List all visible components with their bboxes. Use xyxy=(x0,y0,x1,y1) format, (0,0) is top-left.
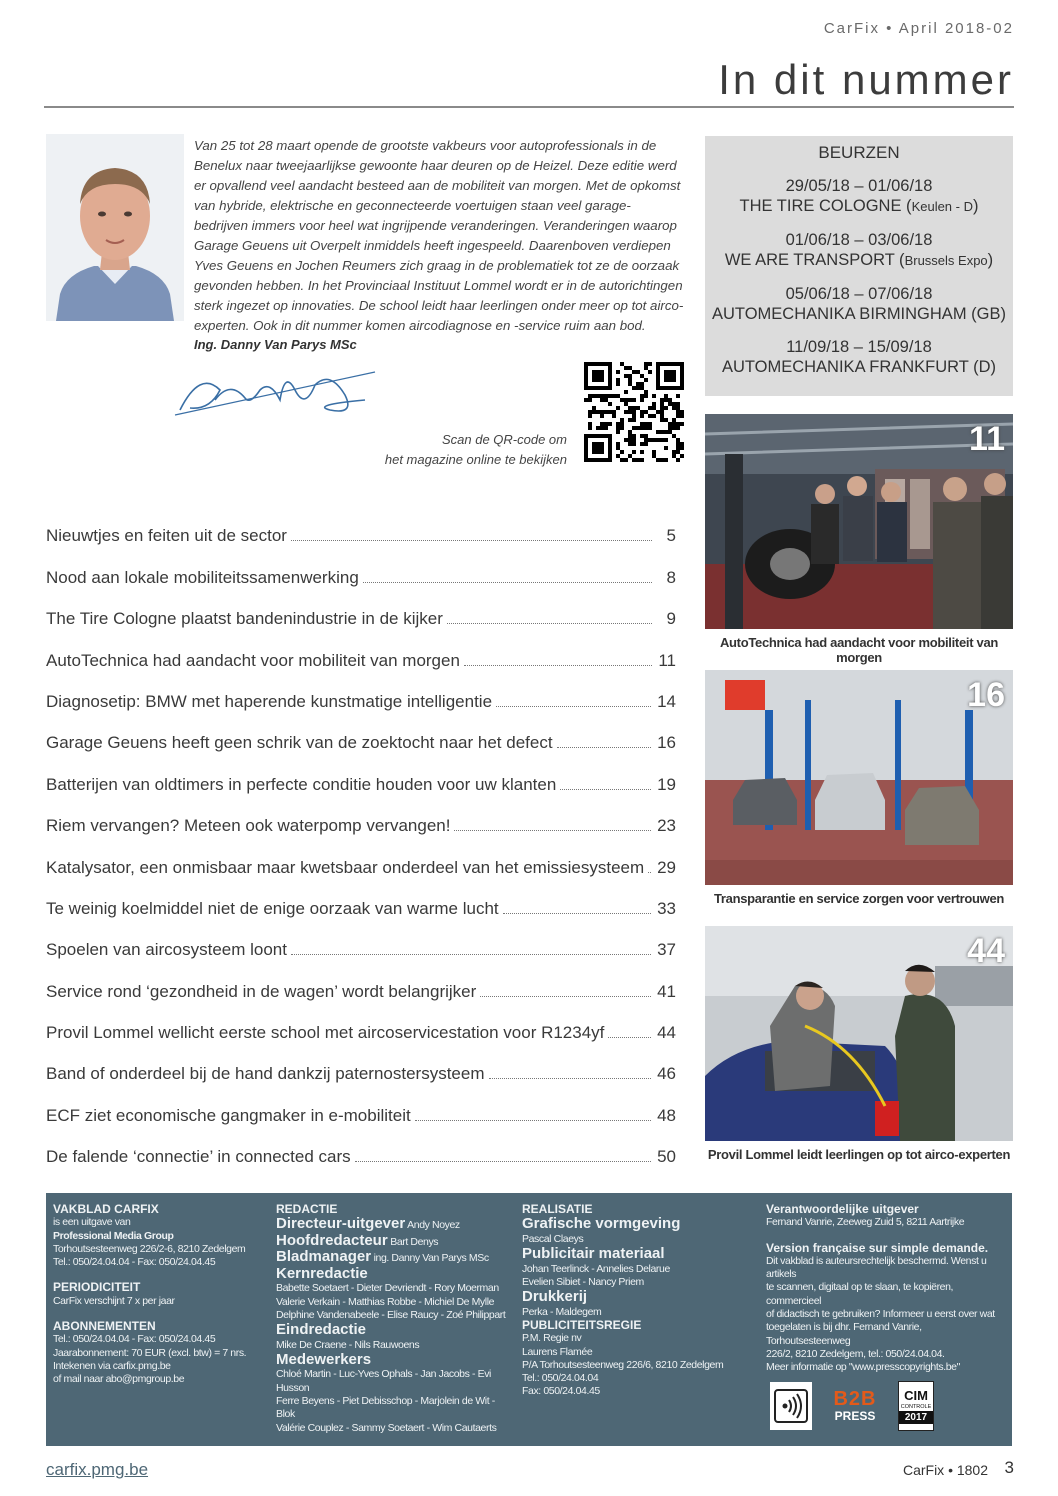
page-number: 3 xyxy=(1004,1458,1014,1477)
fairs-heading: BEURZEN xyxy=(818,143,900,162)
toc-item[interactable]: De falende ‘connectie’ in connected cars 50 xyxy=(46,1147,676,1167)
toc-item[interactable]: Nieuwtjes en feiten uit de sector 5 xyxy=(46,526,676,546)
website-link[interactable]: carfix.pmg.be xyxy=(46,1460,149,1479)
qr-caption-line1: Scan de QR-code om xyxy=(441,432,567,447)
feature-page-number: 11 xyxy=(969,420,1005,458)
toc-item[interactable]: Spoelen van aircosysteem loont 37 xyxy=(46,940,676,960)
toc-item[interactable]: Service rond ‘gezondheid in de wagen’ wordt belangrijker 41 xyxy=(46,981,676,1001)
feature-photo xyxy=(705,926,1013,1141)
feature-page-number: 16 xyxy=(967,676,1005,714)
colophon-logos xyxy=(770,1381,934,1431)
feature-photo xyxy=(705,414,1013,629)
toc-item[interactable]: ECF ziet economische gangmaker in e-mobiliteit 48 xyxy=(46,1105,676,1125)
nfc-logo-icon xyxy=(770,1382,812,1430)
feature-caption: AutoTechnica had aandacht voor mobiliteit van morgen xyxy=(719,635,999,665)
title-divider xyxy=(44,106,1014,108)
editorial-author: Ing. Danny Van Parys MSc xyxy=(194,337,357,352)
issue-line: CarFix • April 2018-02 xyxy=(823,20,1014,37)
fair-item: 29/05/18 – 01/06/18 THE TIRE COLOGNE (Keulen - D) xyxy=(739,177,979,215)
page-title: In dit nummer xyxy=(718,56,1014,103)
colophon-legal: Verantwoordelijke uitgever Fernand Vanrie, Zeeweg Zuid 5, 8211 Aartrijke Version française sur simple demande. Dit vakblad is auteursrechtelijk beschermd. Wenst u artikels te scannen, digitaal op te slaan, te kopiëren, commercieel of didactisch te gebruiken? Informeer u eerst over wat toegelaten is bij dhr. Fernand Vanrie, Torhoutsesteenweg 226/2, 8210 Zedelgem, tel.: 050/24.04.04. Meer informatie op "www.presscopyrights.be" xyxy=(766,1202,995,1374)
editorial-text: Van 25 tot 28 maart opende de grootste vakbeurs voor autoprofessionals in de Benelux naar tweejaarlijkse gewoonte haar deuren op de Heizel. Deze editie werd er opvallend veel aandacht besteed aan de mobiliteit van morgen. Met de opkomst van hybride, elektrische en geconnecteerde voertuigen staan veel garage-bedrijven immers voor heel wat ingrijpende veranderingen. Veranderingen waarop Garage Geuens uit Overpelt inmiddels heeft ingespeeld. Daarenboven verdiepen Yves Geuens en Jochen Reumers zich graag in de problematiek tot ze de oorzaak gevonden hebben. In het Provinciaal Instituut Lommel wordt er in de autorichtingen sterk ingezet op innovaties. De school leidt haar leerlingen onder meer op tot airco-experten. Ook in dit nummer komen aircodiagnose en -service ruim aan bod. xyxy=(194,138,684,333)
feature-photo xyxy=(705,670,1013,885)
feature-page-number: 44 xyxy=(967,932,1005,970)
toc-item[interactable]: The Tire Cologne plaatst bandenindustrie in de kijker 9 xyxy=(46,609,676,629)
toc-item[interactable]: Diagnosetip: BMW met haperende kunstmatige intelligentie 14 xyxy=(46,691,676,711)
colophon-editorial: REDACTIE Directeur-uitgever Andy Noyez Hoofdredacteur Bart Denys Bladmanager ing. Danny Van Parys MSc Kernredactie Babette Soetaert - Dieter Devriendt - Rory Moerman Valerie Verkain - Matthias Robbe - Michiel De Mylle Delphine Vandenabeele - Elise Raucy - Zoé Philippart Eindredactie Mike De Craene - Nils Rauwoens Medewerkers Chloé Martin - Luc-Yves Ophals - Jan Jacobs - Evi Husson Ferre Beyens - Piet Debisschop - Marjolein de Wit - Blok Valérie Couplez - Sammy Soetaert - Wim Cautaerts xyxy=(276,1202,506,1434)
fair-item: 01/06/18 – 03/06/18 WE ARE TRANSPORT (Brussels Expo) xyxy=(724,231,994,269)
toc-item[interactable]: Te weinig koelmiddel niet de enige oorzaak van warme lucht 33 xyxy=(46,898,676,918)
editor-photo xyxy=(46,134,184,321)
qr-caption xyxy=(347,430,567,470)
b2b-press-logo: B2B PRESS xyxy=(833,1388,877,1423)
qr-code[interactable] xyxy=(584,362,684,462)
feature-card[interactable] xyxy=(705,926,1013,1162)
fair-item: 11/09/18 – 15/09/18 AUTOMECHANIKA FRANKFURT (D) xyxy=(721,338,997,376)
toc-item[interactable]: Batterijen van oldtimers in perfecte conditie houden voor uw klanten 19 xyxy=(46,774,676,794)
toc-item[interactable]: Nood aan lokale mobiliteitssamenwerking 8 xyxy=(46,567,676,587)
fairs-box xyxy=(705,136,1013,396)
feature-card[interactable] xyxy=(705,670,1013,906)
fair-item: 05/06/18 – 07/06/18 AUTOMECHANIKA BIRMINGHAM (GB) xyxy=(712,285,1006,323)
table-of-contents xyxy=(46,505,676,1167)
colophon-publisher: VAKBLAD CARFIX is een uitgave van Professional Media Group Torhoutsesteenweg 226/2-6, 8210 Zedelgem Tel.: 050/24.04.04 - Fax: 050/24.04.45 PERIODICITEIT CarFix verschijnt 7 x per jaar ABONNEMENTEN Tel.: 050/24.04.04 - Fax: 050/24.04.45 Jaarabonnement: 70 EUR (excl. btw) = 7 nrs. Intekenen via carfix.pmg.be of mail naar abo@pmgroup.be xyxy=(53,1202,247,1386)
colophon-production: REALISATIE Grafische vormgeving Pascal Claeys Publicitair materiaal Johan Teerlinck - Annelies Delarue Evelien Sibiet - Nancy Priem Drukkerij Perka - Maldegem PUBLICITEITSREGIE P.M. Regie nv Laurens Flamée P/A Torhoutsesteenweg 226/6, 8210 Zedelgem Tel.: 050/24.04.04 Fax: 050/24.04.45 xyxy=(522,1202,724,1398)
toc-item[interactable]: Band of onderdeel bij de hand dankzij paternostersysteem 46 xyxy=(46,1064,676,1084)
toc-item[interactable]: Katalysator, een onmisbaar maar kwetsbaar onderdeel van het emissiesysteem 29 xyxy=(46,857,676,877)
feature-card[interactable] xyxy=(705,414,1013,665)
toc-item[interactable]: Provil Lommel wellicht eerste school met aircoservicestation voor R1234yf 44 xyxy=(46,1023,676,1043)
toc-item[interactable]: Riem vervangen? Meteen ook waterpomp vervangen! 23 xyxy=(46,816,676,836)
feature-caption: Transparantie en service zorgen voor vertrouwen xyxy=(713,891,1005,906)
qr-caption-line2: het magazine online te bekijken xyxy=(384,452,567,467)
feature-caption: Provil Lommel leidt leerlingen op tot airco-experten xyxy=(707,1147,1011,1162)
toc-item[interactable]: Garage Geuens heeft geen schrik van de zoektocht naar het defect 16 xyxy=(46,733,676,753)
signature-image xyxy=(170,360,380,430)
toc-item[interactable]: AutoTechnica had aandacht voor mobiliteit van morgen 11 xyxy=(46,650,676,670)
colophon xyxy=(46,1193,1012,1446)
footer-issue: CarFix • 1802 xyxy=(902,1462,988,1478)
cim-logo: CIM CONTROLE 2017 xyxy=(898,1381,934,1431)
